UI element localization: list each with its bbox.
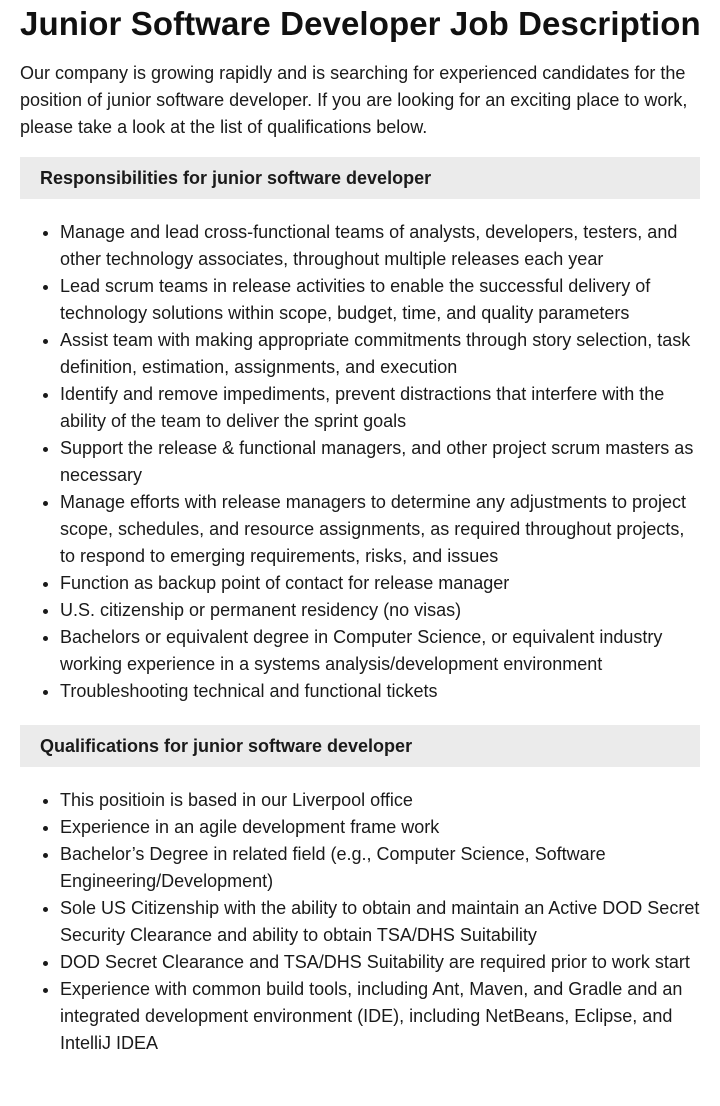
responsibilities-list [20, 219, 700, 705]
page-title: Junior Software Developer Job Description [20, 5, 701, 42]
list-item: • Identify and remove impediments, prevent distractions that interfere with the ability of the team to deliver the sprint goals [60, 381, 700, 435]
list-item: • DOD Secret Clearance and TSA/DHS Suitability are required prior to work start [60, 949, 700, 976]
list-item: • Experience with common build tools, including Ant, Maven, and Gradle and an integrated development environment (IDE), including NetBeans, Eclipse, and IntelliJ IDEA [60, 976, 700, 1057]
list-item: • Manage and lead cross-functional teams of analysts, developers, testers, and other technology associates, throughout multiple releases each year [60, 219, 700, 273]
qualifications-list [20, 787, 700, 1057]
qualifications-heading: Qualifications for junior software developer [20, 725, 700, 767]
list-item: • U.S. citizenship or permanent residency (no visas) [60, 597, 700, 624]
list-item: • Assist team with making appropriate commitments through story selection, task definition, estimation, assignments, and execution [60, 327, 700, 381]
list-item: • Sole US Citizenship with the ability to obtain and maintain an Active DOD Secret Security Clearance and ability to obtain TSA/DHS Suitability [60, 895, 700, 949]
list-item: • This positioin is based in our Liverpool office [60, 787, 700, 814]
list-item: • Lead scrum teams in release activities to enable the successful delivery of technology solutions within scope, budget, time, and quality parameters [60, 273, 700, 327]
list-item: • Bachelors or equivalent degree in Computer Science, or equivalent industry working experience in a systems analysis/development environment [60, 624, 700, 678]
list-item: • Support the release & functional managers, and other project scrum masters as necessary [60, 435, 700, 489]
list-item: • Experience in an agile development frame work [60, 814, 700, 841]
responsibilities-heading: Responsibilities for junior software developer [20, 157, 700, 199]
list-item: • Troubleshooting technical and functional tickets [60, 678, 700, 705]
list-item: • Manage efforts with release managers to determine any adjustments to project scope, schedules, and resource assignments, as required throughout projects, to respond to emerging requirements, risks, and issues [60, 489, 700, 570]
list-item: • Bachelor’s Degree in related field (e.g., Computer Science, Software Engineering/Development) [60, 841, 700, 895]
list-item: • Function as backup point of contact for release manager [60, 570, 700, 597]
intro-paragraph: Our company is growing rapidly and is searching for experienced candidates for the position of junior software developer. If you are looking for an exciting place to work, please take a look at the list of qualifications below. [20, 63, 688, 137]
